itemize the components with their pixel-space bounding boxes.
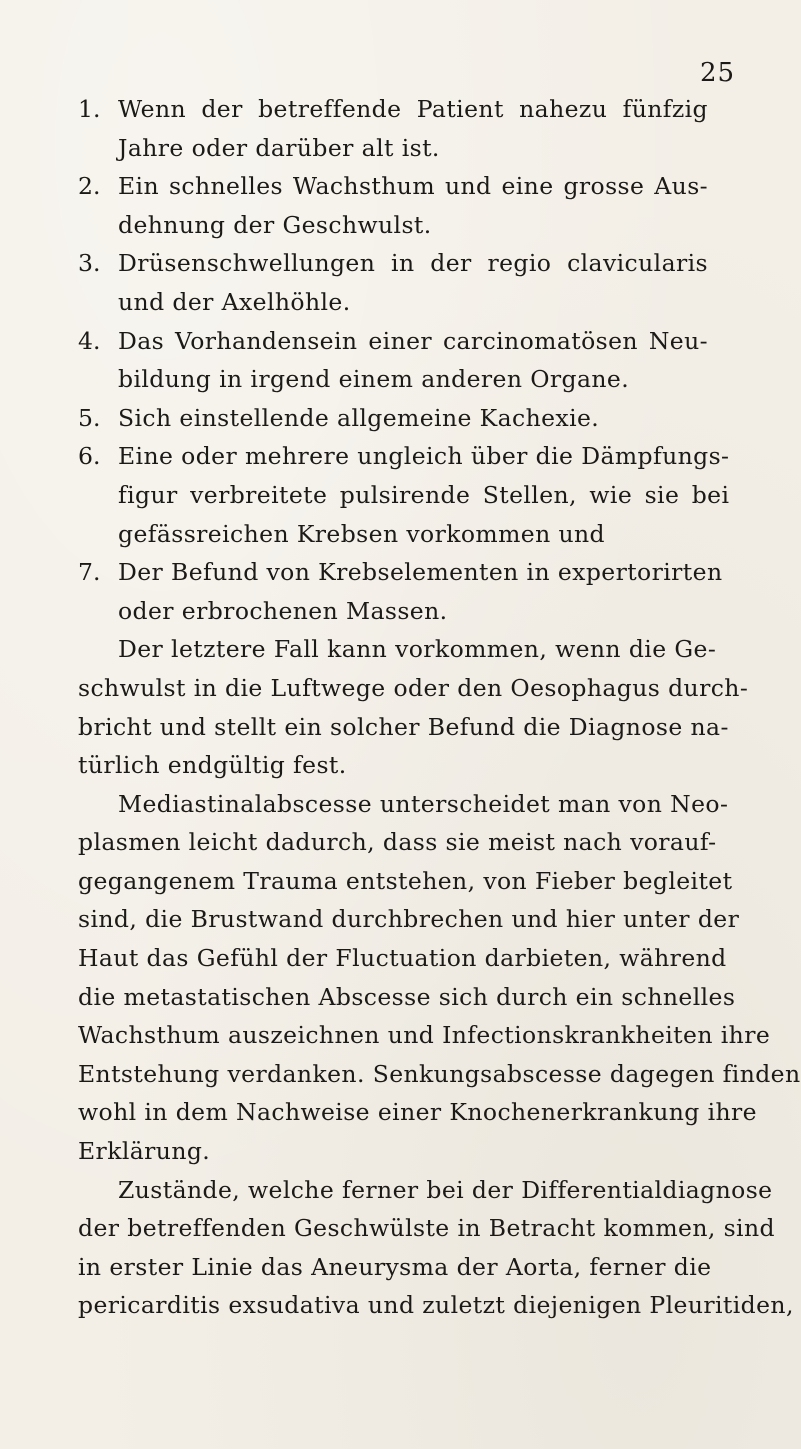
- list-item-number: 6.: [78, 442, 101, 471]
- text-line: bildung in irgend einem anderen Organe.: [118, 365, 630, 394]
- paragraph: [78, 785, 801, 1171]
- list-item: [78, 244, 708, 321]
- list-item: [78, 553, 723, 630]
- list-item-number: 4.: [78, 326, 101, 355]
- list-item: [78, 90, 708, 167]
- text-line: figur verbreitete pulsirende Stellen, wie sie bei: [118, 480, 730, 509]
- text-line: plasmen leicht dadurch, dass sie meist nach vorauf-: [78, 828, 717, 857]
- text-line: gegangenem Trauma entstehen, von Fieber begleitet: [78, 866, 733, 895]
- text-line: türlich endgültig fest.: [78, 751, 347, 780]
- text-line: Der letztere Fall kann vorkommen, wenn die Ge-: [118, 635, 717, 664]
- text-line: wohl in dem Nachweise einer Knochenerkrankung ihre: [78, 1098, 757, 1127]
- list-item-number: 5.: [78, 403, 101, 432]
- text-line: Das Vorhandensein einer carcinomatösen Neu-: [118, 326, 708, 355]
- page-number: 25: [700, 58, 736, 88]
- list-item-number: 3.: [78, 249, 101, 278]
- text-line: Entstehung verdanken. Senkungsabscesse dagegen finden: [78, 1059, 801, 1088]
- text-line: schwulst in die Luftwege oder den Oesophagus durch-: [78, 673, 749, 702]
- list-item-text: [118, 553, 722, 630]
- text-body: [78, 90, 801, 1325]
- text-line: Haut das Gefühl der Fluctuation darbieten, während: [78, 944, 727, 973]
- text-line: der betreffenden Geschwülste in Betracht kommen, sind: [78, 1214, 775, 1243]
- text-line: und der Axelhöhle.: [118, 287, 351, 316]
- text-line: oder erbrochenen Massen.: [118, 596, 448, 625]
- list-item: [78, 167, 708, 244]
- list-item-text: [118, 322, 708, 399]
- text-line: gefässreichen Krebsen vorkommen und: [118, 519, 605, 548]
- text-line: sind, die Brustwand durchbrechen und hier unter der: [78, 905, 740, 934]
- text-line: bricht und stellt ein solcher Befund die Diagnose na-: [78, 712, 729, 741]
- text-line: Drüsenschwellungen in der regio clavicularis: [118, 249, 708, 278]
- list-item-text: [118, 399, 708, 438]
- list-item: [78, 399, 708, 438]
- list-item-number: 7.: [78, 558, 101, 587]
- list-item-number: 1.: [78, 95, 101, 123]
- criteria-list: [78, 90, 730, 630]
- text-line: Eine oder mehrere ungleich über die Dämpfungs-: [118, 442, 730, 471]
- text-line: Jahre oder darüber alt ist.: [118, 133, 440, 162]
- text-line: Der Befund von Krebselementen in expertorirten: [118, 558, 723, 587]
- list-item-text: [118, 90, 708, 167]
- text-line: Wenn der betreffende Patient nahezu fünfzig: [118, 95, 708, 123]
- paragraph: [78, 630, 749, 784]
- list-item-text: [118, 167, 708, 244]
- text-line: Erklärung.: [78, 1137, 211, 1166]
- list-item-number: 2.: [78, 172, 101, 201]
- list-item: [78, 437, 730, 553]
- text-line: Zustände, welche ferner bei der Differentialdiagnose: [118, 1175, 773, 1204]
- text-line: Ein schnelles Wachsthum und eine grosse Aus-: [118, 172, 708, 201]
- text-line: Mediastinalabscesse unterscheidet man von Neo-: [118, 789, 729, 818]
- text-line: dehnung der Geschwulst.: [118, 210, 432, 239]
- list-item-text: [118, 244, 708, 321]
- list-item-text: [118, 437, 729, 553]
- text-line: Sich einstellende allgemeine Kachexie.: [118, 403, 600, 432]
- list-item: [78, 322, 708, 399]
- text-line: pericarditis exsudativa und zuletzt diejenigen Pleuritiden,: [78, 1291, 794, 1320]
- text-line: die metastatischen Abscesse sich durch ein schnelles: [78, 982, 736, 1011]
- text-line: in erster Linie das Aneurysma der Aorta, ferner die: [78, 1252, 712, 1281]
- paragraph: [78, 1171, 794, 1325]
- text-line: Wachsthum auszeichnen und Infectionskrankheiten ihre: [78, 1021, 771, 1050]
